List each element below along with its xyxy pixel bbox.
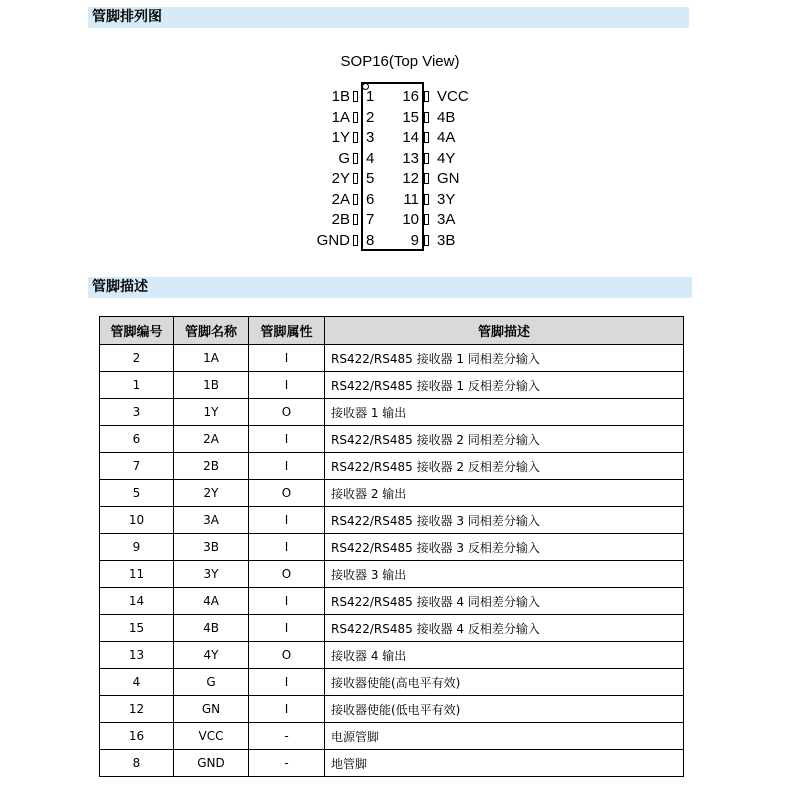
cell-pin-description: 接收器 4 输出: [325, 642, 684, 669]
pin-lead-left: [353, 91, 358, 102]
pin-name-right: GN: [437, 170, 460, 187]
cell-pin-number: 11: [100, 561, 174, 588]
cell-pin-description: 接收器 3 输出: [325, 561, 684, 588]
cell-pin-name: 1Y: [174, 399, 249, 426]
pin-name-right: VCC: [437, 88, 469, 105]
pin-name-left: 1B: [331, 88, 350, 105]
cell-pin-description: 接收器 2 输出: [325, 480, 684, 507]
pin-lead-left: [353, 214, 358, 225]
pin-lead-right: [424, 112, 429, 123]
cell-pin-name: VCC: [174, 723, 249, 750]
section-title-pin-layout: 管脚排列图: [88, 7, 689, 28]
cell-pin-name: GN: [174, 696, 249, 723]
cell-pin-attribute: O: [249, 642, 325, 669]
cell-pin-attribute: I: [249, 588, 325, 615]
pin-lead-right: [424, 153, 429, 164]
pin-description-table: [99, 316, 684, 777]
table-row: [100, 642, 684, 669]
table-row: [100, 561, 684, 588]
pin-number-right: 16: [402, 88, 419, 105]
cell-pin-description: RS422/RS485 接收器 4 反相差分输入: [325, 615, 684, 642]
pin-name-right: 3A: [437, 211, 456, 228]
cell-pin-name: 3A: [174, 507, 249, 534]
cell-pin-attribute: I: [249, 372, 325, 399]
cell-pin-number: 2: [100, 345, 174, 372]
pin-name-left: GND: [316, 231, 350, 249]
pin-number-left: 7: [366, 211, 375, 228]
cell-pin-number: 16: [100, 723, 174, 750]
pin-number-left: 3: [366, 129, 375, 146]
table-row: [100, 480, 684, 507]
cell-pin-description: 地管脚: [325, 750, 684, 777]
cell-pin-attribute: -: [249, 723, 325, 750]
cell-pin-number: 13: [100, 642, 174, 669]
pin-lead-left: [353, 194, 358, 205]
pin-number-left: 4: [366, 149, 375, 167]
cell-pin-attribute: O: [249, 480, 325, 507]
pin-lead-right: [424, 173, 429, 184]
pin-lead-left: [353, 235, 358, 246]
table-row: [100, 615, 684, 642]
cell-pin-name: 4A: [174, 588, 249, 615]
pin-lead-right: [424, 214, 429, 225]
table-row: [100, 723, 684, 750]
package-title: SOP16(Top View): [340, 53, 460, 70]
table-row: [100, 669, 684, 696]
cell-pin-number: 7: [100, 453, 174, 480]
cell-pin-description: RS422/RS485 接收器 3 同相差分输入: [325, 507, 684, 534]
cell-pin-name: GND: [174, 750, 249, 777]
cell-pin-attribute: I: [249, 507, 325, 534]
cell-pin-number: 6: [100, 426, 174, 453]
header-pin-number: 管脚编号: [100, 317, 174, 345]
cell-pin-name: 1A: [174, 345, 249, 372]
table-row: [100, 507, 684, 534]
pin-name-left: 1Y: [331, 129, 350, 146]
pin-number-left: 1: [366, 88, 375, 105]
pin-name-right: 4Y: [437, 149, 456, 167]
pin-name-left: 1A: [331, 108, 350, 126]
cell-pin-description: 接收器使能(低电平有效): [325, 696, 684, 723]
table-row: [100, 750, 684, 777]
pin-name-left: 2B: [331, 211, 350, 228]
cell-pin-name: 4B: [174, 615, 249, 642]
table-row: [100, 534, 684, 561]
cell-pin-description: RS422/RS485 接收器 1 反相差分输入: [325, 372, 684, 399]
table-row: [100, 399, 684, 426]
cell-pin-name: 2Y: [174, 480, 249, 507]
cell-pin-name: 2A: [174, 426, 249, 453]
pin-name-right: 4B: [437, 108, 456, 126]
header-pin-name: 管脚名称: [174, 317, 249, 345]
cell-pin-number: 9: [100, 534, 174, 561]
pin-number-right: 14: [402, 129, 419, 146]
cell-pin-name: 2B: [174, 453, 249, 480]
pin-number-right: 10: [402, 211, 419, 228]
cell-pin-number: 3: [100, 399, 174, 426]
pin-lead-right: [424, 194, 429, 205]
pin-name-left: 2A: [331, 190, 350, 208]
table-row: [100, 426, 684, 453]
pin-name-right: 3B: [437, 231, 456, 249]
pin-number-right: 11: [403, 190, 419, 208]
cell-pin-attribute: O: [249, 399, 325, 426]
cell-pin-attribute: I: [249, 345, 325, 372]
cell-pin-description: RS422/RS485 接收器 3 反相差分输入: [325, 534, 684, 561]
pin-lead-right: [424, 235, 429, 246]
table-row: [100, 588, 684, 615]
cell-pin-number: 14: [100, 588, 174, 615]
cell-pin-attribute: I: [249, 615, 325, 642]
cell-pin-description: 接收器 1 输出: [325, 399, 684, 426]
cell-pin-attribute: I: [249, 453, 325, 480]
cell-pin-description: RS422/RS485 接收器 1 同相差分输入: [325, 345, 684, 372]
cell-pin-name: 3Y: [174, 561, 249, 588]
table-header-row: [100, 317, 684, 345]
pin-lead-left: [353, 112, 358, 123]
cell-pin-attribute: I: [249, 696, 325, 723]
cell-pin-name: G: [174, 669, 249, 696]
cell-pin-description: 电源管脚: [325, 723, 684, 750]
cell-pin-number: 10: [100, 507, 174, 534]
pin-number-left: 8: [366, 231, 375, 249]
pin-number-left: 6: [366, 190, 375, 208]
cell-pin-name: 4Y: [174, 642, 249, 669]
pin-number-right: 9: [410, 231, 419, 249]
pin-number-right: 12: [402, 170, 419, 187]
table-row: [100, 453, 684, 480]
cell-pin-name: 3B: [174, 534, 249, 561]
cell-pin-number: 5: [100, 480, 174, 507]
cell-pin-number: 4: [100, 669, 174, 696]
header-pin-attribute: 管脚属性: [249, 317, 325, 345]
pin-lead-right: [424, 91, 429, 102]
pin-lead-left: [353, 132, 358, 143]
pin-lead-right: [424, 132, 429, 143]
pin-name-left: 2Y: [331, 170, 350, 187]
pin-name-right: 4A: [437, 129, 456, 146]
pin-number-right: 13: [402, 149, 419, 167]
pin-name-left: G: [338, 149, 350, 167]
table-row: [100, 345, 684, 372]
cell-pin-attribute: I: [249, 426, 325, 453]
pin-number-left: 2: [366, 108, 375, 126]
pin-number-left: 5: [366, 170, 375, 187]
cell-pin-number: 12: [100, 696, 174, 723]
table-row: [100, 372, 684, 399]
pin-number-right: 15: [402, 108, 419, 126]
cell-pin-attribute: O: [249, 561, 325, 588]
pin-name-right: 3Y: [437, 190, 456, 208]
pinout-diagram: [0, 0, 789, 270]
cell-pin-description: RS422/RS485 接收器 2 同相差分输入: [325, 426, 684, 453]
cell-pin-attribute: -: [249, 750, 325, 777]
cell-pin-description: 接收器使能(高电平有效): [325, 669, 684, 696]
cell-pin-description: RS422/RS485 接收器 2 反相差分输入: [325, 453, 684, 480]
pin-lead-left: [353, 153, 358, 164]
header-pin-description: 管脚描述: [325, 317, 684, 345]
cell-pin-description: RS422/RS485 接收器 4 同相差分输入: [325, 588, 684, 615]
cell-pin-number: 8: [100, 750, 174, 777]
section-title-pin-description: 管脚描述: [88, 277, 692, 298]
cell-pin-name: 1B: [174, 372, 249, 399]
table-row: [100, 696, 684, 723]
pin-lead-left: [353, 173, 358, 184]
cell-pin-attribute: I: [249, 534, 325, 561]
cell-pin-attribute: I: [249, 669, 325, 696]
cell-pin-number: 15: [100, 615, 174, 642]
cell-pin-number: 1: [100, 372, 174, 399]
